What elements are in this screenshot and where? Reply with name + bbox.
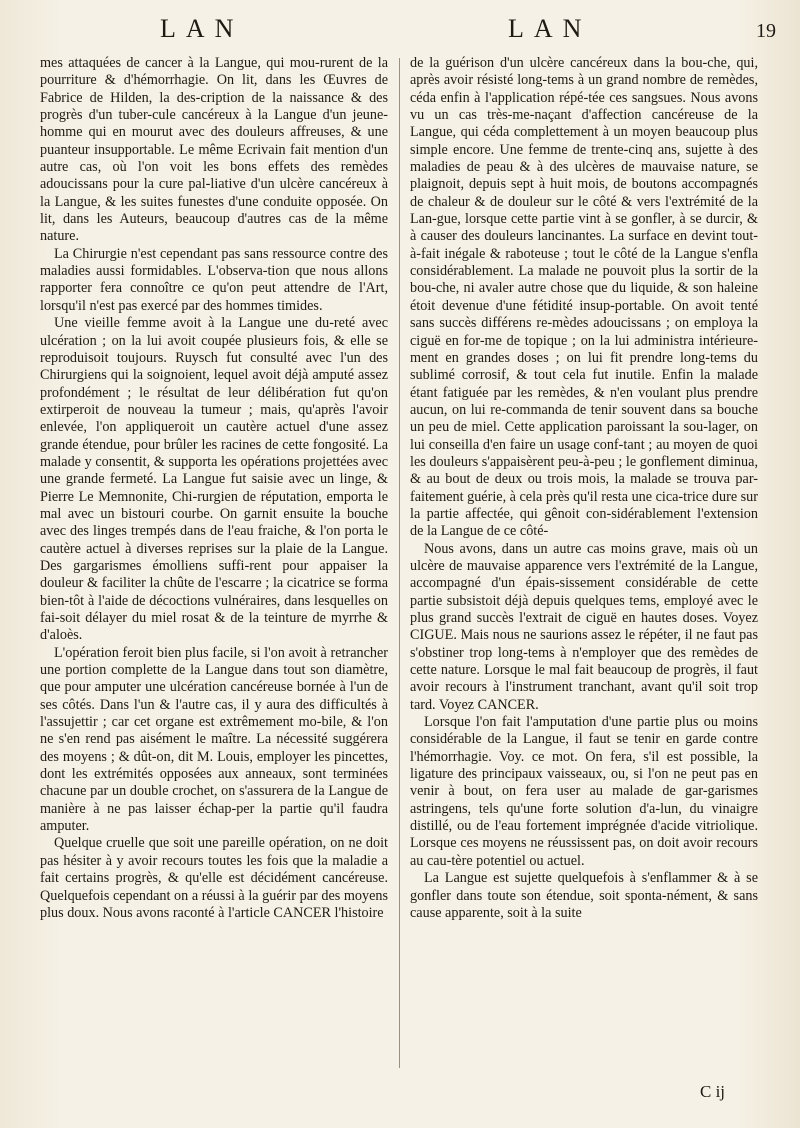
paragraph: de la guérison d'un ulcère cancéreux dans la bou-che, qui, après avoir résisté long-tems à un grand nombre de remèdes, céda enfin à l'application répé-tée ces sangsues. Nous avons vu un cas très-me-naçant d'affection cancéreuse de la Langue, qui céda complettement à un moyen beaucoup plus simple encore. Une femme de trente-cinq ans, sujette à des maladies de peau & à des ulcères de mauvaise nature, se plaignoit, depuis sept à huit mois, de boutons accompagnés de chaleur & de douleur sur le côté & vers l'extrémité de la Lan-gue, lorsque cette partie vint à se gonfler, à se durcir, & à causer des douleurs lancinantes. La surface en devint tout-à-fait inégale & raboteuse ; tout le côté de la Langue s'enfla considérablement. La malade ne pouvoit plus la sortir de la bou-che, ni avaler autre chose que du liquide, & son haleine étoit devenue d'une fétidité insup-portable. On avoit tenté sans succès différens re-mèdes adoucissans ; on employa la ciguë en for-me de topique ; on la lui administra intérieure-ment en grandes doses ; on lui fit prendre long-tems du sublimé corrosif, & tout cela fut inutile. Enfin la malade étant fatiguée par les remèdes, & n'en voulant plus prendre aucun, on lui re-commanda de tenir souvent dans sa bouche un peu de miel. Cette application paroissant la sou-lager, on lui conseilla d'en faire un usage conf-tant ; au moyen de quoi les douleurs s'appaisèrent peu-à-peu ; le gonflement diminua, & au bout de deux ou trois mois, la malade se trouva par-faitement guérie, à cela près qu'il resta une cica-trice dure sur la partie affectée, qui gênoit con-sidérablement l'extension de la Langue de ce côté- (410, 55, 759, 540)
header-title-right: LAN (508, 14, 592, 43)
paragraph: La Langue est sujette quelquefois à s'enflammer & à se gonfler dans toute son étendue, soit sponta-nément, & sans cause apparente, soit à la suite (410, 870, 758, 921)
paragraph: Quelque cruelle que soit une pareille opération, on ne doit pas hésiter à y avoir recours toutes les fois que la maladie a fait certains progrès, & qu'elle est décidément cancéreuse. Quelquefois cependant on a réussi à la guérir par des moyens plus doux. Nous avons raconté à l'article CANCER l'histoire (40, 835, 388, 921)
paragraph: Lorsque l'on fait l'amputation d'une partie plus ou moins considérable de la Langue, il faut se tenir en garde contre l'hémorrhagie. Voy. ce mot. On fera, s'il est possible, la ligature des principaux vaisseaux, ou, si l'on ne peut pas en venir à bout, on fera user au malade de gar-garismes astringens, tels qu'une forte solution d'a-lun, du vinaigre distillé, ou de l'eau fortement imprégnée d'acide vitriolique. Lorsque ces moyens ne réussissent pas, on doit avoir recours au cau-tère potentiel ou actuel. (410, 714, 758, 869)
page-number: 19 (756, 20, 776, 42)
column-divider (399, 58, 400, 1068)
left-column (40, 55, 388, 922)
right-column (410, 55, 758, 922)
signature-mark: C ij (700, 1082, 726, 1101)
paragraph: L'opération feroit bien plus facile, si l'on avoit à retrancher une portion complette de la Langue dans tout son diamètre, que pour amputer une ulcération cancéreuse bornée à l'un de ses côtés. Dans l'un & l'autre cas, il y aura des difficultés à l'assujettir ; car cet organe est extrêmement mo-bile, & l'on ne s'en rend pas aisément le maître. La nécessité suggérera des moyens ; & dût-on, dit M. Louis, employer les pincettes, dont les extrémités opposées aux anneaux, sont terminées chacune par un double crochet, on s'assurera de la Langue de manière à ne pas laisser échap-per la partie qu'il faudra amputer. (40, 644, 388, 835)
header-title-left: LAN (160, 14, 244, 43)
paragraph: mes attaquées de cancer à la Langue, qui mou-rurent de la pourriture & d'hémorrhagie. On lit, dans les Œuvres de Fabrice de Hilden, la des-cription de la naissance & des progrès d'un tuber-cule cancéreux à la Langue d'un jeune-homme qui en mourut avec des douleurs affreuses, & une puanteur insupportable. Le même Ecrivain fait mention d'un autre cas, où l'on voit les bons effets des remèdes adoucissans pour la cure pal-liative d'un ulcère cancéreux à la Langue, & les suites funestes d'une conduite opposée. On lit, dans les Auteurs, beaucoup d'autres cas de la même nature. (40, 55, 388, 245)
paragraph: Nous avons, dans un autre cas moins grave, mais où un ulcère de mauvaise apparence vers l'extrémité de la Langue, accompagné d'un épais-sissement considérable de cette partie subsistoit déjà depuis quelques tems, employé avec le plus grand succès l'extrait de ciguë en hautes doses. Voyez CIGUE. Mais nous ne saurions assez le répéter, il ne faut pas s'obstiner trop long-tems à n'employer que des remèdes de cette nature. Lorsque le mal fait beaucoup de progrès, il faut avoir recours à l'instrument tranchant, avant qu'il soit trop tard. Voyez CANCER. (410, 540, 758, 713)
paragraph: Une vieille femme avoit à la Langue une du-reté avec ulcération ; on la lui avoit coupée plusieurs fois, & elle se reproduisoit toujours. Ruysch fut consulté avec l'un des Chirurgiens qui la soignoient, lequel avoit déjà amputé assez profondément ; le résultat de leur délibération fut qu'on extirperoit de nouveau la tumeur ; mais, qu'après l'avoir enlevée, l'on appliqueroit un cautère actuel d'une assez grande étendue, pour brûler les racines de cette fongosité. La malade y consentit, & supporta les opérations projettées avec une grande fermeté. La Langue fut saisie avec un linge, & Pierre Le Memnonite, Chi-rurgien de réputation, emporta le mal avec un bistouri courbe. On garnit ensuite la bouche avec des linges trempés dans de l'eau fraiche, & l'on porta le cautère actuel à diverses reprises sur la plaie de la Langue. Des gargarismes émolliens suffi-rent pour appaiser la douleur & faciliter la chûte de l'escarre ; la cicatrice se forma bien-tôt à l'aide de décoctions vulnéraires, dans lesquelles on fai-soit délayer du miel rosat & de la teinture de myrrhe & d'aloès. (40, 315, 388, 644)
paragraph: La Chirurgie n'est cependant pas sans ressource contre des maladies aussi formidables. L'observa-tion que nous allons rapporter fera connoître ce qu'on peut attendre de l'Art, lorsqu'il n'est pas exercé par des hommes timides. (40, 245, 388, 314)
running-header (40, 14, 780, 50)
